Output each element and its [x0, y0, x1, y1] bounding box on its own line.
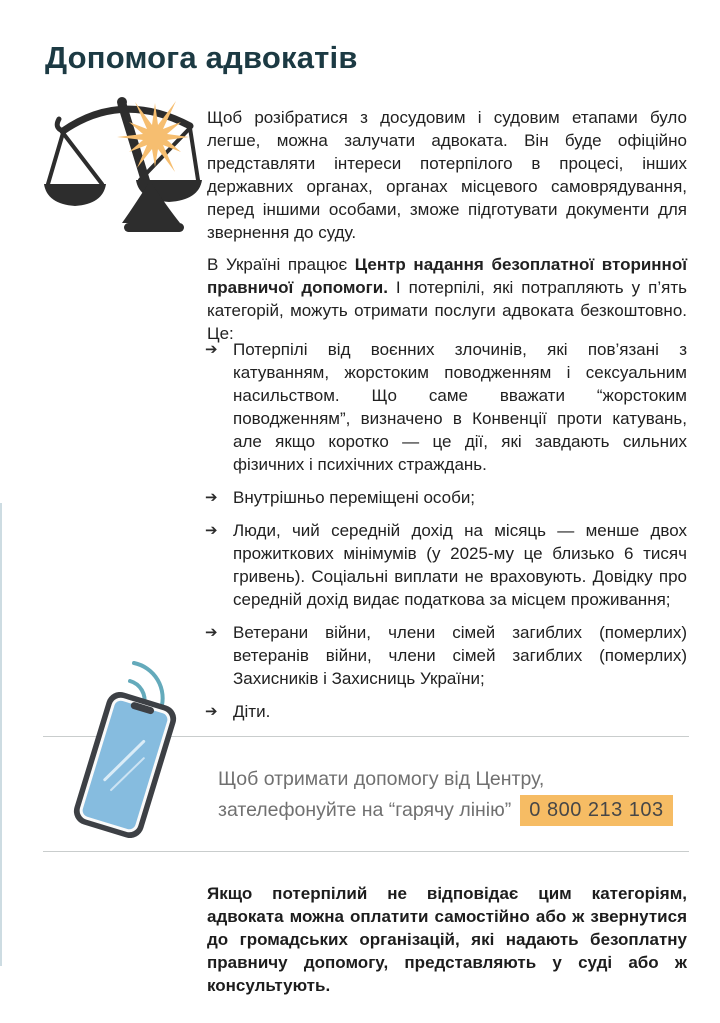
page-edge-artifact: [0, 503, 2, 966]
hotline-block: [218, 764, 688, 826]
arrow-bullet-icon: ➔: [205, 624, 218, 641]
list-item: [205, 338, 687, 476]
list-item: [205, 519, 687, 611]
list-item-text: Ветерани війни, члени сімей загиблих (померлих) ветеранів війни, члени сімей загиблих (померлих) Захисників і Захисниць України;: [233, 623, 687, 688]
list-item: [205, 621, 687, 690]
list-item: [205, 486, 687, 509]
center-paragraph: [207, 253, 687, 345]
list-item-text: Діти.: [233, 702, 271, 721]
page-title: Допомога адвокатів: [45, 40, 358, 75]
hotline-text-line1: Щоб отримати допомогу від Центру,: [218, 768, 545, 790]
center-paragraph-before: В Україні працює: [207, 255, 355, 274]
arrow-bullet-icon: ➔: [205, 489, 218, 506]
divider: [43, 851, 689, 852]
scales-of-justice-icon: [40, 92, 205, 240]
arrow-bullet-icon: ➔: [205, 341, 218, 358]
list-item-text: Потерпілі від воєнних злочинів, які пов’язані з катуванням, жорстоким поводженням і сексуальним насильством. Що саме вважати “жорстоким поводженням”, визначено в Конвенції проти катувань, але якщо коротко — це дії, які завдають сильних фізичних і психічних страждань.: [233, 340, 687, 474]
center-paragraph-bold: Центр надання безоплатної вторинної правничої допомоги.: [207, 255, 687, 297]
center-paragraph-after: І потерпілі, які потрапляють у п’ять категорій, можуть отримати послуги адвоката безкоштовно. Це:: [207, 278, 687, 343]
hotline-text-line2: [218, 795, 688, 826]
list-item: [205, 700, 687, 723]
phone-icon: [62, 643, 197, 848]
list-item-text: Внутрішньо переміщені особи;: [233, 488, 476, 507]
categories-list: [205, 338, 687, 733]
list-item-text: Люди, чий середній дохід на місяць — менше двох прожиткових мінімумів (у 2025-му це близько 6 тисяч гривень). Соціальні виплати не враховують. Довідку про середній дохід видає податкова за місцем проживання;: [233, 521, 687, 609]
arrow-bullet-icon: ➔: [205, 522, 218, 539]
intro-paragraph: Щоб розібратися з досудовим і судовим етапами було легше, можна залучати адвоката. Він буде офіційно представляти інтереси потерпілого в процесі, інших державних органах, органах місцевого самоврядування, перед іншими особами, зможе підготувати документи для звернення до суду.: [207, 108, 687, 242]
hotline-phone-number: 0 800 213 103: [520, 795, 672, 826]
outro-paragraph: Якщо потерпілий не відповідає цим категоріям, адвоката можна оплатити самостійно або ж звернутися до громадських організацій, які надають безоплатну правничу допомогу, представляють у суді або ж консультують.: [207, 884, 687, 995]
hotline-text-line2-prefix: зателефонуйте на “гарячу лінію”: [218, 799, 512, 821]
arrow-bullet-icon: ➔: [205, 703, 218, 720]
